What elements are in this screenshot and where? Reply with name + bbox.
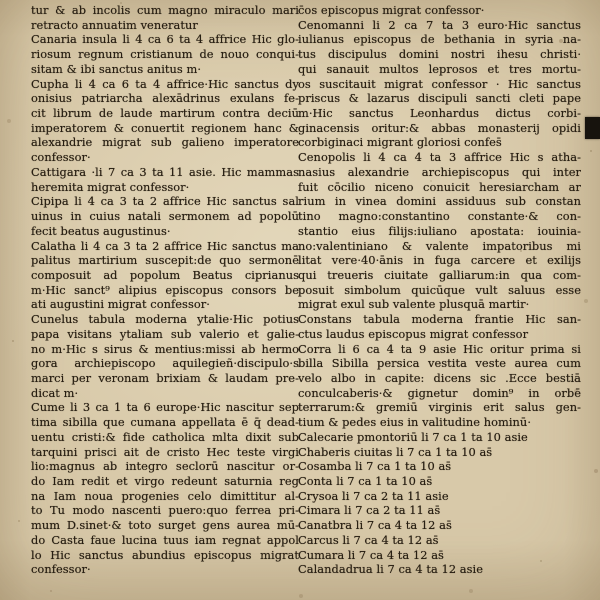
text-line: Carcus li 7 ca 4 ta 12 as̄ xyxy=(298,532,439,547)
text-line: iulianus episcopus de bethania in syria na- xyxy=(298,32,581,47)
text-line: posuit simbolum quicūque vult saluus esse xyxy=(298,282,581,297)
text-line: mum D.sinet·& toto surget gens aurea mū- xyxy=(31,518,299,533)
text-line: imperatorem & conuertit regionem hanc & xyxy=(31,120,299,135)
text-line: corbiginaci migrant gloriosi confes̄ xyxy=(298,135,502,150)
text-line: sitam & ibi sanctus anitus m· xyxy=(31,61,201,76)
text-line: Cenomanni li 2 ca 7 ta 3 euro·Hic sanctus xyxy=(298,17,581,32)
text-line: Canaria insula li 4 ca 6 ta 4 affrice Hic glo- xyxy=(31,32,299,47)
text-line: Calatha li 4 ca 3 ta 2 affrice Hic sanctus ma xyxy=(31,238,299,253)
text-line: nasius alexandrie archiepiscopus qui inter xyxy=(298,164,581,179)
text-line: Cattigara ·li 7 ca 3 ta 11 asie. Hic mammas xyxy=(31,164,299,179)
text-line: priscus & lazarus discipuli sancti cleti pape xyxy=(298,91,581,106)
text-line: qui sanauit multos leprosos et tres mortu- xyxy=(298,61,581,76)
text-line: Cipipa li 4 ca 3 ta 2 affrice Hic sanctus sal xyxy=(31,194,299,209)
text-line: uentu cristi:& fide catholica mlta dixit sub xyxy=(31,429,299,444)
text-line: confessor· xyxy=(31,150,91,165)
text-line: Constans tabula moderna frantie Hic san- xyxy=(298,312,581,327)
text-line: terrarum:& gremiū virginis erit salus gen- xyxy=(298,400,581,415)
left-text-column xyxy=(31,3,299,577)
text-line: do Casta faue lucina tuus iam regnat appol xyxy=(31,532,299,547)
text-line: Cumara li 7 ca 4 ta 12 as̄ xyxy=(298,547,444,562)
text-line: heremita migrat confessor· xyxy=(31,179,190,194)
text-line: billa Sibilla persica vestita veste aurea cum xyxy=(298,356,581,371)
text-line: tarquini prisci ait de cristo Hec teste virgi xyxy=(31,444,299,459)
text-line: ati augustini migrat confessor· xyxy=(31,297,210,312)
text-line: Cunelus tabula moderna ytalie·Hic potius xyxy=(31,312,299,327)
text-line: tino magno:constantino constante·& con- xyxy=(298,209,581,224)
text-line: to Tu modo nascenti puero:quo ferrea pri- xyxy=(31,503,299,518)
text-line: os suscitauit migrat confessor · Hic sanctus xyxy=(298,76,581,91)
text-line: marci per veronam brixiam & laudam pre- xyxy=(31,370,299,385)
text-line: conculcaberis·& gignetur domin⁹ in orbē xyxy=(298,385,581,400)
text-line: Calecarie pmontoriū li 7 ca 1 ta 10 asie xyxy=(298,429,528,444)
text-line: Conta li 7 ca 1 ta 10 as̄ xyxy=(298,474,433,488)
text-line: c̄os episcopus migrat confessor· xyxy=(298,3,485,17)
text-line: palitus martirium suscepit:de quo sermonē xyxy=(31,253,299,268)
text-line: cit librum de laude martirum contra deciū xyxy=(31,106,299,121)
text-line: tima sibilla que cumana appellata ē q̄ dead- xyxy=(31,415,299,430)
text-line: riosum regnum cristianum de nouo conqui- xyxy=(31,47,299,62)
text-line: dicat m· xyxy=(31,385,79,400)
right-text-column xyxy=(298,3,581,577)
text-line: lio:magnus ab integro seclorū nascitur or- xyxy=(31,459,299,474)
text-line: composuit ad popolum Beatus ciprianus xyxy=(31,267,299,282)
text-line: Cimara li 7 ca 2 ta 11 as̄ xyxy=(298,503,441,518)
text-line: do Iam redit et virgo redeunt saturnia reg xyxy=(31,474,299,488)
text-line: Cupha li 4 ca 6 ta 4 affrice·Hic sanctus dy xyxy=(31,76,299,91)
text-line: m·Hic sanctus Leonhardus dictus corbi- xyxy=(298,106,581,121)
text-line: papa visitans ytaliam sub valerio et galie- xyxy=(31,326,299,341)
text-line: Corra li 6 ca 4 ta 9 asie Hic oritur prima si xyxy=(298,341,581,356)
text-line: Crysoa li 7 ca 2 ta 11 asie xyxy=(298,488,449,503)
text-line: confessor· xyxy=(31,562,91,577)
text-line: migrat exul sub valente plusquā martir· xyxy=(298,297,530,312)
text-line: m·Hic sanct⁹ alipius episcopus consors be xyxy=(31,282,299,297)
text-line: Cenopolis li 4 ca 4 ta 3 affrice Hic s atha- xyxy=(298,150,581,165)
text-line: retracto annuatim veneratur xyxy=(31,17,198,32)
text-line: ctus laudus episcopus migrat confessor xyxy=(298,326,529,341)
text-line: tium & pedes eius in valitudine hominū· xyxy=(298,415,531,430)
text-line: lo Hic sanctus abundius episcopus migrat xyxy=(31,547,299,562)
text-line: fecit beatus augustinus· xyxy=(31,223,171,238)
text-line: fuit cōcilio niceno conuicit heresiarcham ar xyxy=(298,179,581,194)
text-line: ginacensis oritur:& abbas monasterij opidi xyxy=(298,120,581,135)
text-line: Canatbra li 7 ca 4 ta 12 as̄ xyxy=(298,518,452,533)
text-line: velo albo in capite: dicens sic .Ecce bestiā xyxy=(298,370,581,385)
paper-specks xyxy=(0,0,2,2)
text-line: uinus in cuius natali sermonem ad popolū xyxy=(31,209,299,224)
text-line: tus discipulus domini nostri ihesu christi· xyxy=(298,47,581,62)
text-line: litat vere·40·ānis in fuga carcere et exilijs xyxy=(298,253,581,268)
text-line: Chaberis ciuitas li 7 ca 1 ta 10 as̄ xyxy=(298,444,493,459)
text-line: stantio eius filijs:iuliano apostata: iouinia- xyxy=(298,223,581,238)
text-line: gora archiepiscopo aquilegieñ·discipulo·s xyxy=(31,356,299,371)
text-line: Cume li 3 ca 1 ta 6 europe·Hic nascitur sep xyxy=(31,400,299,415)
scan-edge-mark xyxy=(585,117,600,139)
text-line: onisius patriarcha alexādrinus exulans fe- xyxy=(31,91,299,106)
text-line: no m·Hic s sirus & mentius:missi ab hermo xyxy=(31,341,299,356)
text-line: tur & ab incolis cum magno miraculo mari xyxy=(31,3,299,17)
text-line: qui treueris ciuitate galliarum:in qua com- xyxy=(298,267,581,282)
text-line: rium in vinea domini assiduus sub constan xyxy=(298,194,581,209)
text-line: no:valentiniano & valente impatoribus mi xyxy=(298,238,581,253)
text-line: Calandadrua li 7 ca 4 ta 12 asie xyxy=(298,562,484,577)
text-line: na Iam noua progenies celo dimittitur al- xyxy=(31,488,299,503)
text-line: alexandrie migrat sub galieno imperatore xyxy=(31,135,299,150)
text-line: Cosamba li 7 ca 1 ta 10 as̄ xyxy=(298,459,452,474)
